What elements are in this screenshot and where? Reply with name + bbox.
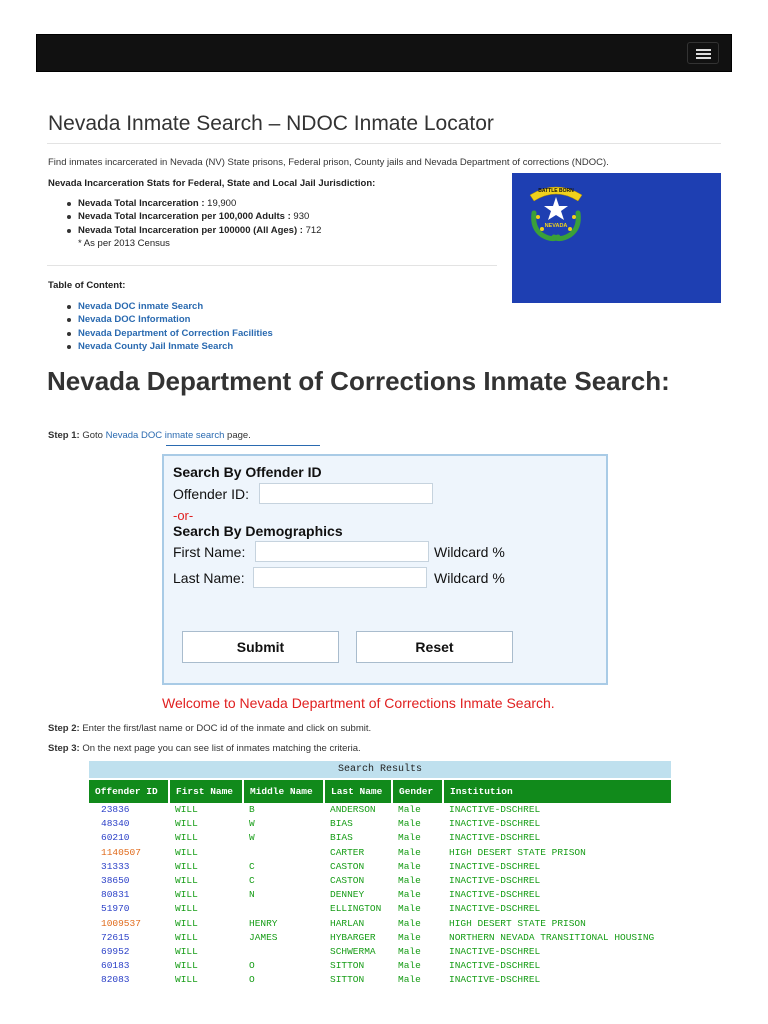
middle-name-cell: W xyxy=(249,818,255,830)
middle-name-cell: C xyxy=(249,875,255,887)
institution-cell: NORTHERN NEVADA TRANSITIONAL HOUSING xyxy=(449,931,655,943)
toc-item xyxy=(48,313,273,326)
institution-cell: HIGH DESERT STATE PRISON xyxy=(449,917,586,929)
offender-id-cell[interactable]: 72615 xyxy=(101,931,130,943)
flag-state-text: NEVADA xyxy=(544,223,568,229)
stats-item xyxy=(48,224,321,237)
last-name-cell: ANDERSON xyxy=(330,804,376,815)
table-row xyxy=(89,874,671,888)
offender-id-cell[interactable]: 38650 xyxy=(101,875,130,887)
middle-name-cell xyxy=(243,902,324,916)
first-name-wildcard: Wildcard % xyxy=(434,544,505,560)
step1-text xyxy=(48,430,251,441)
stats-note: * As per 2013 Census xyxy=(78,238,170,250)
col-institution: Institution xyxy=(443,780,671,803)
stats-item-value: 19,900 xyxy=(207,198,237,209)
title-divider xyxy=(47,143,721,144)
stats-item-value: 712 xyxy=(305,224,322,236)
table-row xyxy=(89,817,671,831)
col-gender: Gender xyxy=(392,780,443,803)
offender-id-cell[interactable]: 1009537 xyxy=(101,917,141,929)
institution-cell: INACTIVE-DSCHREL xyxy=(449,875,541,887)
last-name-cell: DENNEY xyxy=(330,889,365,901)
nevada-flag-image xyxy=(512,173,721,303)
inmate-search-form xyxy=(162,454,608,685)
offender-id-cell[interactable]: 48340 xyxy=(101,818,130,830)
last-name-cell: SITTON xyxy=(330,974,365,986)
institution-cell: INACTIVE-DSCHREL xyxy=(449,974,541,986)
last-name-wildcard: Wildcard % xyxy=(434,570,505,586)
nevada-doc-search-link[interactable]: Nevada DOC inmate search xyxy=(105,430,225,441)
middle-name-cell: W xyxy=(249,832,255,844)
nevada-flag-emblem-icon xyxy=(512,173,721,303)
or-separator: -or- xyxy=(173,508,194,523)
gender-cell: Male xyxy=(398,860,421,872)
table-row xyxy=(89,945,671,959)
step1-post: page. xyxy=(227,430,251,441)
gender-cell: Male xyxy=(398,903,421,915)
page-title: Nevada Inmate Search – NDOC Inmate Locator xyxy=(48,112,494,135)
offender-id-input[interactable] xyxy=(259,483,433,504)
first-name-cell: WILL xyxy=(175,931,198,943)
last-name-cell: SCHWERMA xyxy=(330,946,376,958)
stats-item-label: Nevada Total Incarceration per 100000 (All Ages) : xyxy=(78,224,303,236)
gender-cell: Male xyxy=(398,846,421,858)
toc-link-facilities[interactable]: Nevada Department of Correction Facilities xyxy=(78,327,273,339)
table-row xyxy=(89,860,671,874)
gender-cell: Male xyxy=(398,818,421,830)
offender-id-cell[interactable]: 60183 xyxy=(101,960,130,972)
step2-body: Enter the first/last name or DOC id of the inmate and click on submit. xyxy=(82,723,372,734)
gender-cell: Male xyxy=(398,974,421,986)
gender-cell: Male xyxy=(398,917,421,929)
step3-label: Step 3: xyxy=(48,743,80,754)
first-name-cell: WILL xyxy=(175,946,198,958)
institution-cell: INACTIVE-DSCHREL xyxy=(449,860,541,872)
middle-name-cell: JAMES xyxy=(249,931,278,943)
top-navbar xyxy=(36,34,732,72)
middle-name-cell: B xyxy=(249,804,255,815)
first-name-cell: WILL xyxy=(175,804,198,815)
offender-heading: Search By Offender ID xyxy=(173,464,322,480)
table-row xyxy=(89,846,671,860)
search-results-table xyxy=(89,780,671,988)
institution-cell: INACTIVE-DSCHREL xyxy=(449,818,541,830)
results-header-row xyxy=(89,780,671,803)
stats-item xyxy=(48,197,321,210)
step1-pre: Goto xyxy=(82,430,103,441)
first-name-cell: WILL xyxy=(175,818,198,830)
last-name-cell: SITTON xyxy=(330,960,365,972)
first-name-cell: WILL xyxy=(175,875,198,887)
offender-id-cell[interactable]: 23836 xyxy=(101,804,130,815)
stats-item-label: Nevada Total Incarceration : xyxy=(78,198,205,209)
search-results-caption: Search Results xyxy=(89,761,671,778)
step2-label: Step 2: xyxy=(48,723,80,734)
institution-cell: INACTIVE-DSCHREL xyxy=(449,889,541,901)
hamburger-icon xyxy=(696,49,711,51)
demographics-heading: Search By Demographics xyxy=(173,523,343,539)
first-name-cell: WILL xyxy=(175,889,198,901)
submit-button[interactable]: Submit xyxy=(182,631,339,663)
first-name-cell: WILL xyxy=(175,960,198,972)
middle-name-cell xyxy=(243,846,324,860)
results-body xyxy=(89,803,671,988)
first-name-cell: WILL xyxy=(175,974,198,986)
gender-cell: Male xyxy=(398,875,421,887)
col-offender-id: Offender ID xyxy=(89,780,169,803)
hamburger-icon-bar xyxy=(696,57,711,59)
institution-cell: INACTIVE-DSCHREL xyxy=(449,804,541,815)
middle-name-cell: C xyxy=(249,860,255,872)
institution-cell: INACTIVE-DSCHREL xyxy=(449,832,541,844)
last-name-label: Last Name: xyxy=(173,570,245,586)
reset-button[interactable]: Reset xyxy=(356,631,513,663)
institution-cell: INACTIVE-DSCHREL xyxy=(449,903,541,915)
toc-item xyxy=(48,300,273,313)
last-name-cell: CASTON xyxy=(330,875,365,887)
welcome-message: Welcome to Nevada Department of Corrections Inmate Search. xyxy=(162,695,555,711)
stats-divider xyxy=(47,265,497,266)
middle-name-cell: HENRY xyxy=(249,917,278,929)
last-name-input[interactable] xyxy=(253,567,427,588)
stats-list xyxy=(48,197,321,251)
toc-heading: Table of Content: xyxy=(48,280,126,291)
gender-cell: Male xyxy=(398,889,421,901)
table-row xyxy=(89,803,671,817)
middle-name-cell: N xyxy=(249,889,255,901)
intro-text: Find inmates incarcerated in Nevada (NV) State prisons, Federal prison, County jails and Nevada Department of corrections (NDOC). xyxy=(48,157,609,168)
first-name-cell: WILL xyxy=(175,846,198,858)
hamburger-icon-bar xyxy=(696,53,711,55)
table-row xyxy=(89,888,671,902)
stats-item-value: 930 xyxy=(293,211,310,223)
offender-id-cell[interactable]: 1140507 xyxy=(101,846,141,858)
offender-id-cell[interactable]: 31333 xyxy=(101,860,130,872)
table-row xyxy=(89,973,671,987)
toc-list xyxy=(48,300,273,354)
link-underline-fragment xyxy=(166,445,320,446)
col-middle-name: Middle Name xyxy=(243,780,324,803)
first-name-cell: WILL xyxy=(175,917,198,929)
last-name-cell: CASTON xyxy=(330,860,365,872)
col-first-name: First Name xyxy=(169,780,243,803)
first-name-input[interactable] xyxy=(255,541,429,562)
middle-name-cell: O xyxy=(249,960,255,972)
toc-link-doc-info[interactable]: Nevada DOC Information xyxy=(78,314,191,326)
institution-cell: HIGH DESERT STATE PRISON xyxy=(449,846,586,858)
institution-cell: INACTIVE-DSCHREL xyxy=(449,946,541,958)
offender-id-cell[interactable]: 60210 xyxy=(101,832,130,844)
section-heading: Nevada Department of Corrections Inmate Search: xyxy=(47,366,670,396)
gender-cell: Male xyxy=(398,832,421,844)
last-name-cell: BIAS xyxy=(330,818,353,830)
toc-item xyxy=(48,340,273,353)
offender-id-label: Offender ID: xyxy=(173,486,250,502)
last-name-cell: BIAS xyxy=(330,832,353,844)
last-name-cell: ELLINGTON xyxy=(330,903,382,915)
menu-toggle-button[interactable] xyxy=(687,42,719,64)
table-row xyxy=(89,931,671,945)
toc-item xyxy=(48,327,273,340)
table-row xyxy=(89,902,671,916)
step2-text xyxy=(48,723,371,734)
offender-id-cell[interactable]: 69952 xyxy=(101,946,130,958)
toc-link-doc-search[interactable]: Nevada DOC inmate Search xyxy=(78,301,204,312)
table-row xyxy=(89,959,671,973)
middle-name-cell: O xyxy=(249,974,255,986)
offender-id-cell[interactable]: 80831 xyxy=(101,889,130,901)
first-name-cell: WILL xyxy=(175,832,198,844)
flag-banner-text: BATTLE BORN xyxy=(538,188,574,194)
offender-id-cell[interactable]: 51970 xyxy=(101,903,130,915)
middle-name-cell xyxy=(243,945,324,959)
last-name-cell: HARLAN xyxy=(330,917,365,929)
stats-heading: Nevada Incarceration Stats for Federal, State and Local Jail Jurisdiction: xyxy=(48,178,376,189)
stats-item xyxy=(48,210,321,223)
stats-item-label: Nevada Total Incarceration per 100,000 Adults : xyxy=(78,211,291,223)
table-row xyxy=(89,917,671,931)
col-last-name: Last Name xyxy=(324,780,392,803)
table-row xyxy=(89,831,671,845)
offender-id-cell[interactable]: 82083 xyxy=(101,974,130,986)
gender-cell: Male xyxy=(398,960,421,972)
step3-text xyxy=(48,743,361,754)
gender-cell: Male xyxy=(398,804,421,815)
last-name-cell: CARTER xyxy=(330,846,365,858)
step3-body: On the next page you can see list of inmates matching the criteria. xyxy=(82,743,361,754)
first-name-cell: WILL xyxy=(175,860,198,872)
first-name-label: First Name: xyxy=(173,544,246,560)
last-name-cell: HYBARGER xyxy=(330,931,376,943)
step1-label: Step 1: xyxy=(48,430,80,441)
first-name-cell: WILL xyxy=(175,903,198,915)
institution-cell: INACTIVE-DSCHREL xyxy=(449,960,541,972)
gender-cell: Male xyxy=(398,946,421,958)
gender-cell: Male xyxy=(398,931,421,943)
toc-link-county-jail[interactable]: Nevada County Jail Inmate Search xyxy=(78,341,234,353)
